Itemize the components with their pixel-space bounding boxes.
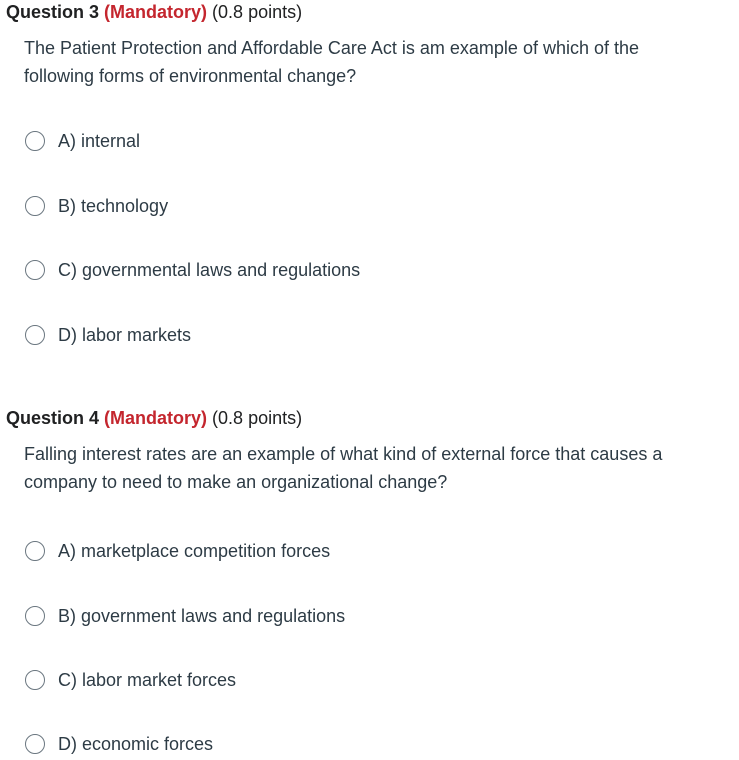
radio-button[interactable]: [25, 325, 45, 345]
radio-button[interactable]: [25, 541, 45, 561]
points-label: (0.8 points): [212, 408, 303, 428]
option-b[interactable]: [25, 603, 345, 629]
option-label[interactable]: C) labor market forces: [58, 670, 237, 690]
option-label[interactable]: D) economic forces: [58, 734, 214, 754]
points-label: (0.8 points): [212, 2, 303, 22]
option-label[interactable]: A) internal: [58, 131, 141, 151]
question-title: Question 3: [6, 2, 100, 22]
option-d[interactable]: [25, 322, 191, 348]
option-label[interactable]: C) governmental laws and regulations: [58, 260, 361, 280]
option-label[interactable]: B) government laws and regulations: [58, 606, 346, 626]
question-header: [6, 0, 302, 24]
option-c[interactable]: [25, 257, 360, 283]
option-c[interactable]: [25, 667, 236, 693]
radio-button[interactable]: [25, 734, 45, 754]
question-header: [6, 406, 302, 430]
mandatory-label: (Mandatory): [104, 2, 208, 22]
option-b[interactable]: [25, 193, 168, 219]
radio-button[interactable]: [25, 260, 45, 280]
question-text: The Patient Protection and Affordable Care Act is am example of which of the following forms of environmental change?: [24, 38, 640, 86]
option-label[interactable]: A) marketplace competition forces: [58, 541, 331, 561]
option-d[interactable]: [25, 731, 213, 757]
option-label[interactable]: D) labor markets: [58, 325, 192, 345]
option-label[interactable]: B) technology: [58, 196, 169, 216]
radio-button[interactable]: [25, 131, 45, 151]
question-title: Question 4: [6, 408, 100, 428]
question-text: Falling interest rates are an example of what kind of external force that causes a company to need to make an organizational change?: [24, 444, 663, 492]
option-a[interactable]: [25, 128, 140, 154]
radio-button[interactable]: [25, 606, 45, 626]
radio-button[interactable]: [25, 670, 45, 690]
option-a[interactable]: [25, 538, 330, 564]
mandatory-label: (Mandatory): [104, 408, 208, 428]
radio-button[interactable]: [25, 196, 45, 216]
